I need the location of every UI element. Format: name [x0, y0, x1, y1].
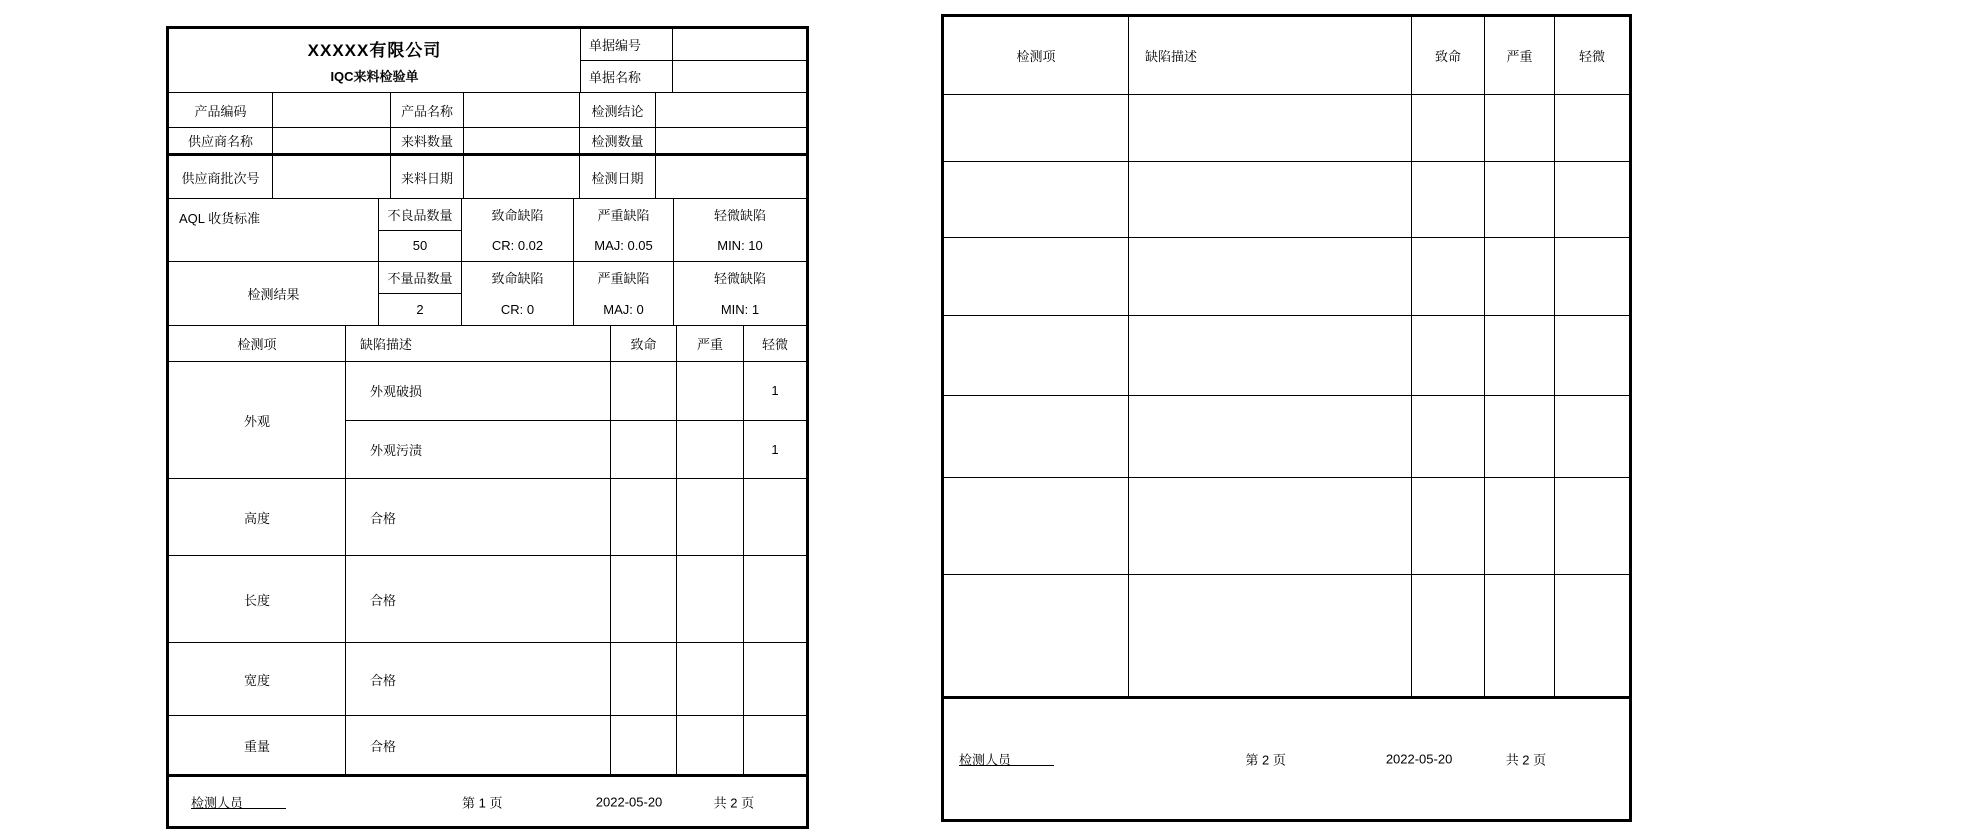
page-number: 第 2 页	[1245, 752, 1286, 768]
defect-desc-cell	[1129, 238, 1412, 315]
critical-count-cell	[611, 716, 677, 774]
aql-defective-qty-value: 50	[412, 238, 428, 254]
detail-item-cell	[944, 316, 1129, 395]
detail-header-desc: 缺陷描述	[1129, 17, 1412, 94]
inspector-label-text: 检测人员	[959, 752, 1012, 768]
critical-count-cell	[611, 556, 677, 642]
info-row-batch	[169, 156, 806, 199]
empty-table-row	[944, 396, 1629, 478]
aql-critical-column	[462, 199, 574, 261]
result-defective-qty-column	[379, 262, 462, 325]
minor-count-cell	[1555, 478, 1629, 574]
title-area	[169, 29, 581, 92]
aql-major-column	[574, 199, 674, 261]
major-count-cell	[1485, 396, 1555, 477]
incoming-qty-value	[464, 128, 580, 153]
aql-defective-qty-column	[379, 199, 462, 261]
detail-header-minor: 轻微	[1578, 49, 1605, 64]
inspection-qty-label: 检测数量	[580, 128, 656, 153]
product-code-label: 产品编码	[169, 93, 273, 127]
inspection-qty-value	[656, 128, 806, 153]
major-count-cell	[677, 643, 744, 715]
doc-no-label: 单据编号	[581, 29, 673, 60]
result-major-header: 严重缺陷	[597, 271, 650, 287]
critical-count-cell	[611, 643, 677, 715]
incoming-date-label: 来料日期	[391, 156, 464, 198]
result-section-label: 检测结果	[169, 262, 379, 325]
product-name-value	[464, 93, 580, 127]
major-count-cell	[677, 362, 744, 420]
defect-desc-cell	[1129, 478, 1412, 574]
critical-count-cell	[611, 421, 677, 479]
major-count-cell	[677, 479, 744, 555]
inspector-signature-line	[959, 752, 1054, 766]
critical-count-cell	[1412, 95, 1485, 161]
critical-count-cell	[1412, 162, 1485, 237]
detail-item-label: 重量	[169, 716, 346, 774]
empty-table-row	[944, 238, 1629, 316]
detail-table-header	[944, 17, 1629, 95]
defect-desc-cell	[1129, 316, 1412, 395]
product-code-value	[273, 93, 391, 127]
page-footer	[169, 774, 806, 826]
major-count-cell	[1485, 238, 1555, 315]
detail-group-length	[169, 556, 806, 643]
minor-count-cell	[744, 643, 806, 715]
aql-major-header: 严重缺陷	[597, 208, 650, 223]
inspection-date-label: 检测日期	[580, 156, 656, 198]
detail-group-rows	[346, 556, 806, 642]
supplier-name-label: 供应商名称	[169, 128, 273, 153]
inspector-label-text: 检测人员	[191, 795, 244, 810]
detail-group-rows	[346, 479, 806, 555]
result-major-value: MAJ: 0	[603, 301, 644, 317]
detail-header-minor: 轻微	[761, 337, 788, 352]
critical-count-cell	[611, 479, 677, 555]
empty-table-row	[944, 95, 1629, 162]
aql-minor-column	[674, 199, 806, 261]
result-minor-column	[674, 262, 806, 325]
critical-count-cell	[611, 362, 677, 420]
table-row	[346, 362, 806, 420]
aql-minor-header: 轻微缺陷	[713, 208, 766, 223]
doc-no-value	[673, 29, 806, 60]
doc-no-row	[581, 29, 806, 61]
critical-count-cell	[1412, 238, 1485, 315]
detail-header-major: 严重	[677, 326, 744, 361]
inspection-result-section	[169, 262, 806, 326]
major-count-cell	[1485, 95, 1555, 161]
major-count-cell	[677, 716, 744, 774]
minor-count-cell	[744, 479, 806, 555]
minor-count-cell	[1555, 316, 1629, 395]
defect-desc-cell: 外观污渍	[346, 421, 611, 479]
detail-item-cell	[944, 238, 1129, 315]
detail-item-cell	[944, 478, 1129, 574]
supplier-batch-label: 供应商批次号	[169, 156, 273, 198]
page-footer	[944, 696, 1629, 820]
aql-critical-value: CR: 0.02	[491, 238, 544, 253]
inspection-conclusion-value	[656, 93, 806, 127]
detail-item-label: 高度	[169, 479, 346, 555]
critical-count-cell	[1412, 575, 1485, 696]
result-critical-header: 致命缺陷	[491, 271, 544, 287]
empty-table-row	[944, 162, 1629, 238]
result-minor-header: 轻微缺陷	[713, 271, 766, 287]
empty-table-row	[944, 478, 1629, 575]
detail-group-appearance	[169, 362, 806, 479]
detail-header-desc: 缺陷描述	[346, 326, 611, 361]
critical-count-cell	[1412, 478, 1485, 574]
table-row	[346, 479, 806, 555]
detail-item-cell	[944, 575, 1129, 696]
minor-count-cell	[1555, 238, 1629, 315]
major-count-cell	[677, 556, 744, 642]
minor-count-cell: 1	[771, 441, 779, 457]
total-pages: 共 2 页	[1505, 752, 1547, 768]
supplier-batch-value	[273, 156, 391, 198]
detail-group-height	[169, 479, 806, 556]
incoming-date-value	[464, 156, 580, 198]
empty-table-row	[944, 316, 1629, 396]
doc-name-value	[673, 61, 806, 92]
aql-critical-header: 致命缺陷	[491, 208, 544, 223]
inspector-signature-line	[191, 795, 286, 809]
total-pages: 共 2 页	[713, 795, 755, 810]
inspection-conclusion-label: 检测结论	[580, 93, 656, 127]
supplier-name-value	[273, 128, 391, 153]
detail-header-item: 检测项	[944, 17, 1129, 94]
detail-header-major: 严重	[1485, 17, 1555, 94]
defect-desc-cell	[1129, 95, 1412, 161]
result-defective-qty-header: 不量品数量	[379, 262, 461, 294]
table-row	[346, 716, 806, 774]
table-row	[346, 643, 806, 715]
defect-desc-cell	[1129, 575, 1412, 696]
aql-defective-qty-header: 不良品数量	[379, 199, 461, 231]
defect-desc-cell: 合格	[346, 643, 611, 715]
minor-count-cell	[1555, 95, 1629, 161]
detail-header-critical: 致命	[1412, 17, 1485, 94]
inspection-form-page-2	[941, 14, 1632, 822]
aql-major-value: MAJ: 0.05	[594, 238, 653, 253]
minor-count-cell	[744, 556, 806, 642]
defect-desc-cell: 合格	[346, 556, 611, 642]
inspection-form-page-1	[166, 26, 809, 829]
page-number: 第 1 页	[462, 795, 503, 810]
aql-minor-value: MIN: 10	[717, 238, 763, 253]
info-row-product	[169, 93, 806, 128]
doc-meta-block	[581, 29, 806, 92]
minor-count-cell	[1555, 575, 1629, 696]
minor-count-cell	[744, 716, 806, 774]
critical-count-cell	[1412, 396, 1485, 477]
defect-desc-cell	[1129, 162, 1412, 237]
aql-section-label: AQL 收货标准	[169, 199, 379, 261]
info-row-supplier	[169, 128, 806, 156]
inspection-date-value	[656, 156, 806, 198]
aql-standard-section	[169, 199, 806, 262]
detail-item-cell	[944, 95, 1129, 161]
result-critical-column	[462, 262, 574, 325]
company-name: XXXXX有限公司	[307, 41, 442, 60]
minor-count-cell: 1	[771, 383, 779, 399]
major-count-cell	[1485, 316, 1555, 395]
result-critical-value: CR: 0	[500, 301, 535, 317]
defect-desc-cell: 合格	[346, 716, 611, 774]
detail-header-item: 检测项	[169, 326, 346, 361]
result-major-column	[574, 262, 674, 325]
form-title: IQC来料检验单	[330, 69, 419, 84]
major-count-cell	[1485, 478, 1555, 574]
detail-group-width	[169, 643, 806, 716]
minor-count-cell	[1555, 396, 1629, 477]
detail-group-rows	[346, 362, 806, 478]
detail-item-cell	[944, 396, 1129, 477]
minor-count-cell	[1555, 162, 1629, 237]
detail-item-label: 长度	[169, 556, 346, 642]
detail-group-weight	[169, 716, 806, 774]
doc-name-row	[581, 61, 806, 92]
doc-name-label: 单据名称	[581, 61, 673, 92]
form-header	[169, 29, 806, 93]
detail-group-rows	[346, 716, 806, 774]
detail-item-label: 外观	[169, 362, 346, 478]
major-count-cell	[1485, 575, 1555, 696]
footer-date: 2022-05-20	[1385, 751, 1453, 767]
defect-desc-cell: 外观破损	[346, 362, 611, 420]
defect-desc-cell: 合格	[346, 479, 611, 555]
table-row	[346, 556, 806, 642]
result-defective-qty-value: 2	[416, 302, 424, 317]
footer-date: 2022-05-20	[595, 794, 663, 809]
table-row	[346, 420, 806, 479]
detail-item-cell	[944, 162, 1129, 237]
empty-table-row	[944, 575, 1629, 696]
major-count-cell	[677, 421, 744, 479]
detail-item-label: 宽度	[169, 643, 346, 715]
result-minor-value: MIN: 1	[720, 301, 760, 317]
detail-group-rows	[346, 643, 806, 715]
incoming-qty-label: 来料数量	[391, 128, 464, 153]
defect-desc-cell	[1129, 396, 1412, 477]
critical-count-cell	[1412, 316, 1485, 395]
detail-header-critical: 致命	[611, 326, 677, 361]
detail-table-header	[169, 326, 806, 362]
product-name-label: 产品名称	[391, 93, 464, 127]
major-count-cell	[1485, 162, 1555, 237]
